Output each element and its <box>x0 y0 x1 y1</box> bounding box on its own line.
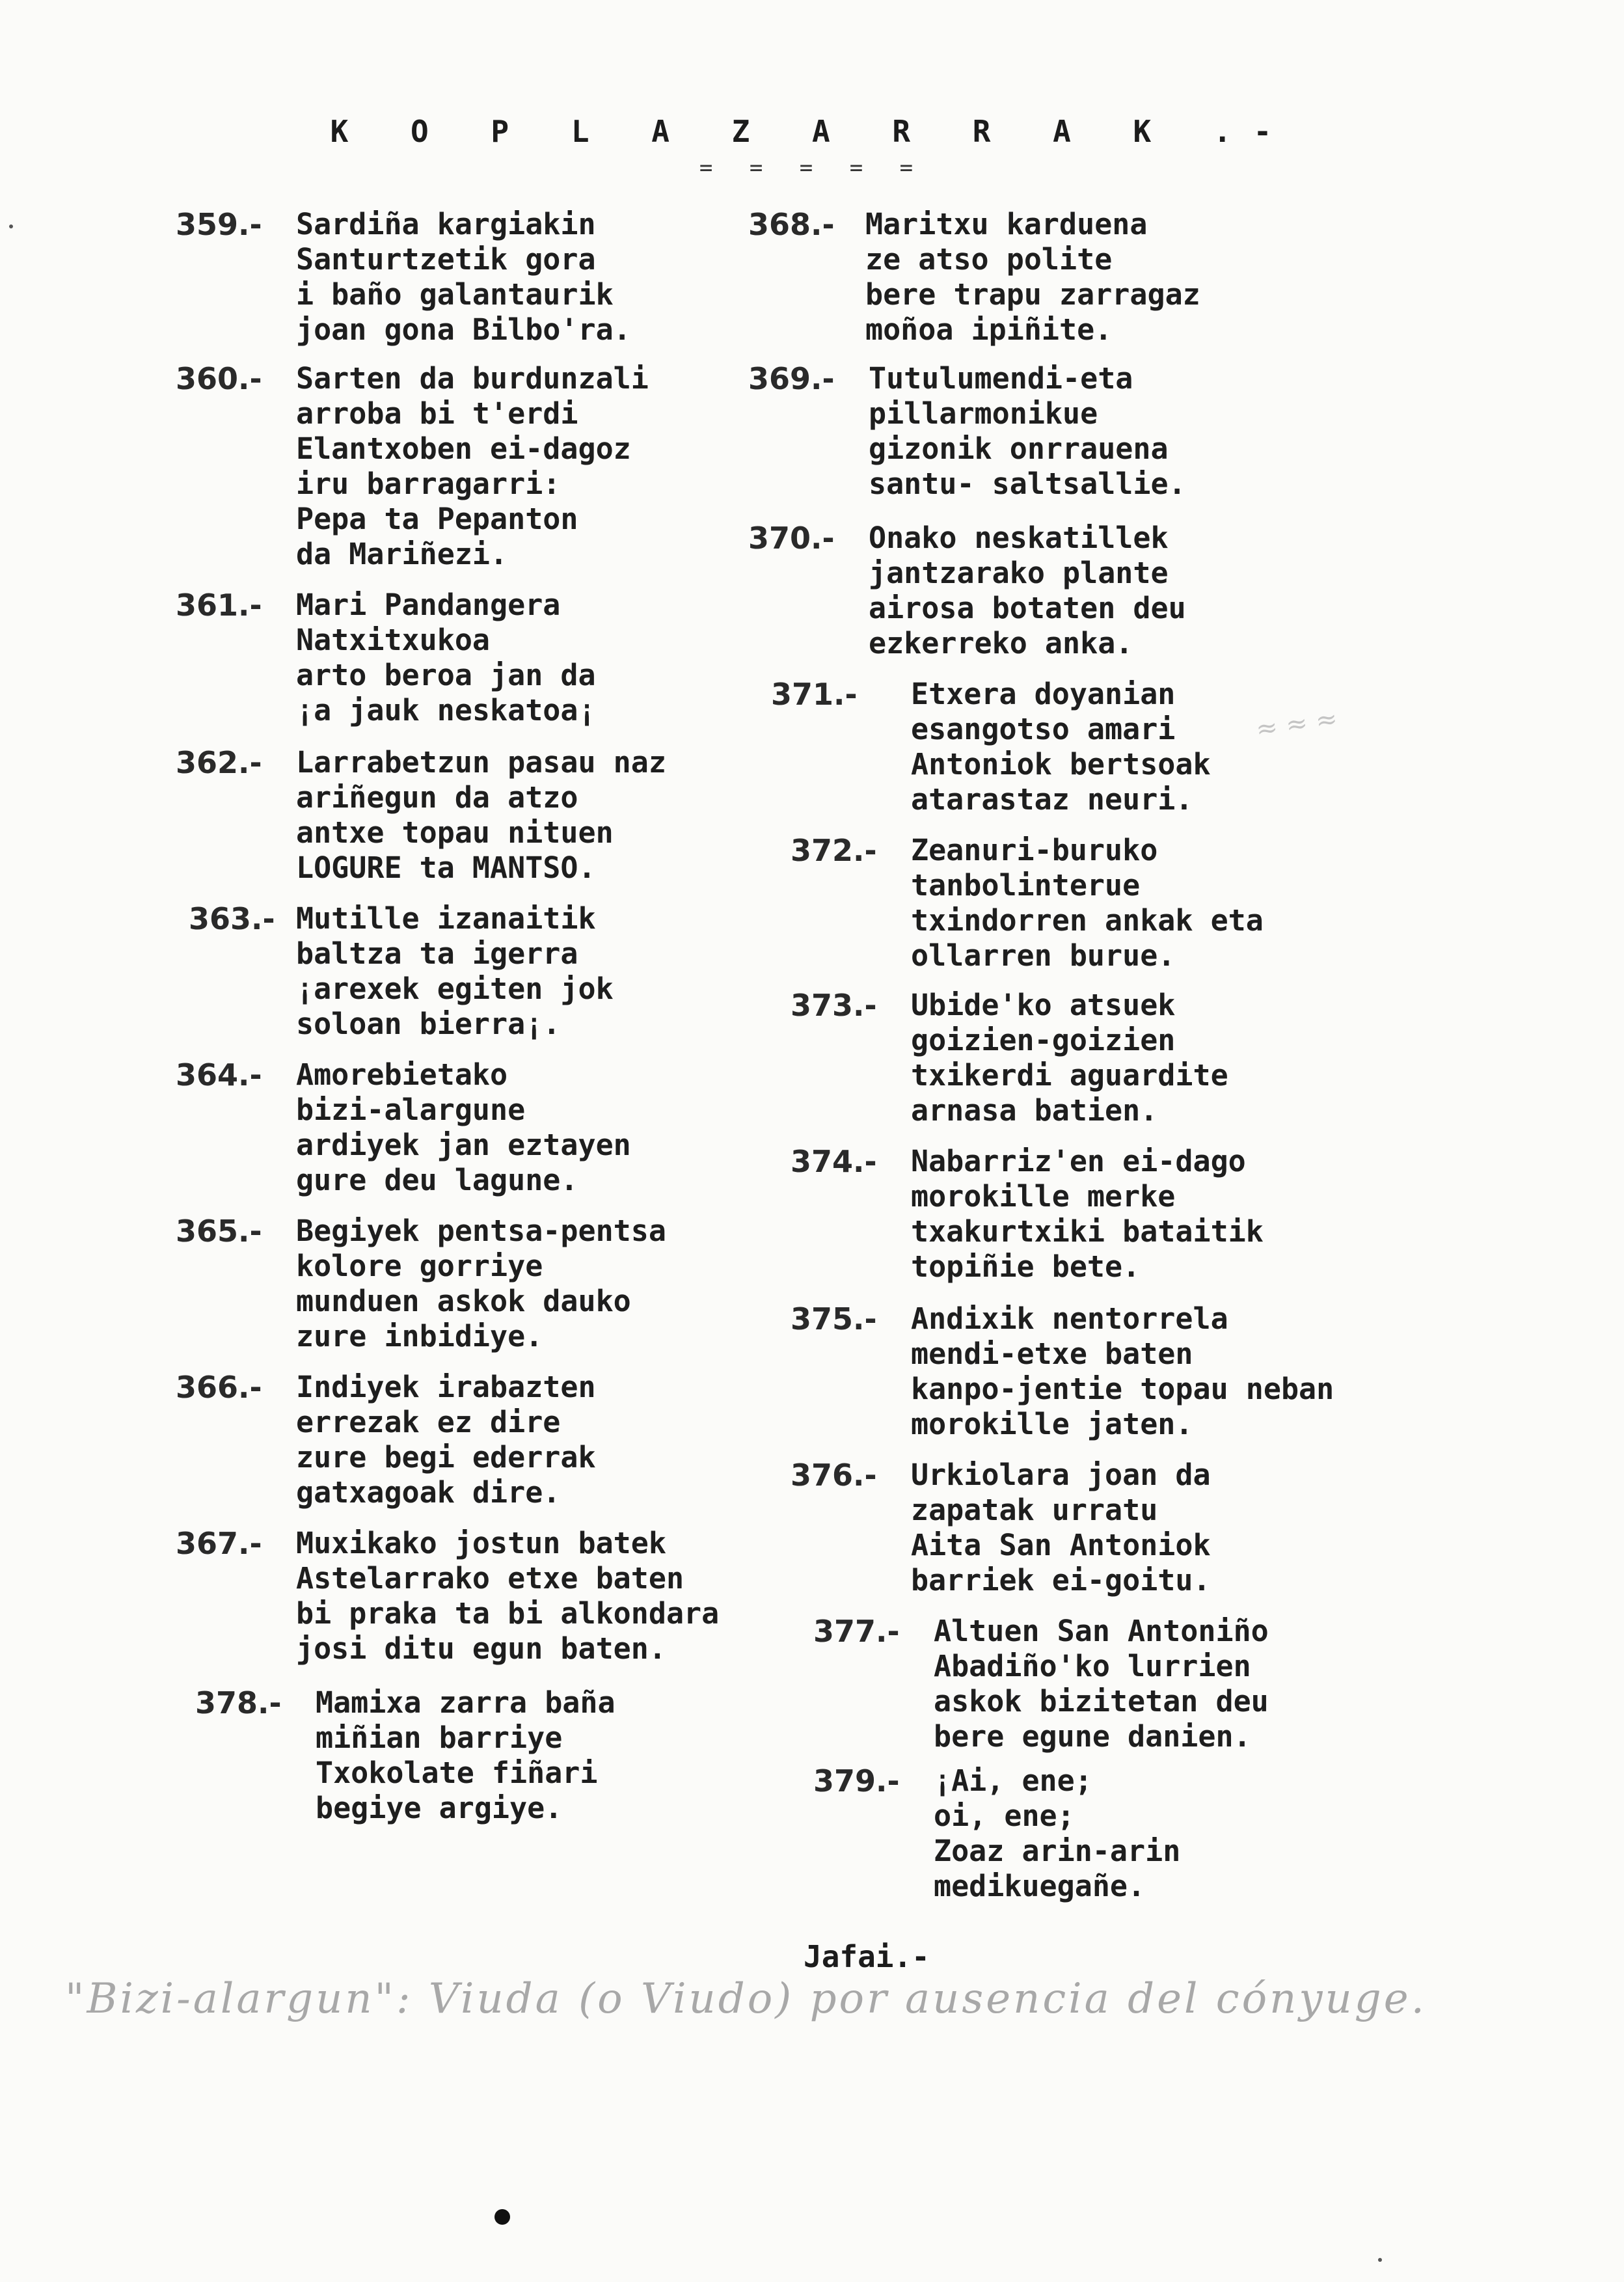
verse-line: moñoa ipiñite. <box>865 312 1113 347</box>
verse-line: bere egune danien. <box>934 1719 1251 1754</box>
verse-line: soloan bierra¡. <box>296 1007 561 1041</box>
stanza-number: 376.- <box>791 1458 877 1493</box>
verse-line: Sardiña kargiakin <box>296 207 596 241</box>
verse-line: Natxitxukoa <box>296 623 491 657</box>
verse-line: i baño galantaurik <box>296 277 614 312</box>
title-underline: = = = = = <box>699 155 925 181</box>
verse-line: medikuegañe. <box>934 1869 1146 1903</box>
stanza-number: 369.- <box>748 361 835 396</box>
verse-line: Larrabetzun pasau naz <box>296 745 666 780</box>
signature: Jafai.- <box>804 1939 930 1974</box>
verse-line: Urkiolara joan da <box>911 1458 1211 1492</box>
ink-speck <box>1378 2258 1382 2262</box>
verse-line: antxe topau nituen <box>296 815 614 850</box>
verse-line: Santurtzetik gora <box>296 242 596 277</box>
verse-line: oi, ene; <box>934 1799 1075 1833</box>
verse-line: zure inbidiye. <box>296 1319 543 1353</box>
verse-line: josi ditu egun baten. <box>296 1631 666 1666</box>
verse-line: Mamixa zarra baña <box>316 1685 616 1720</box>
verse-line: morokille merke <box>911 1179 1176 1214</box>
stanza-lines <box>869 521 1186 661</box>
verse-line: errezak ez dire <box>296 1405 561 1439</box>
verse-line: atarastaz neuri. <box>911 782 1193 817</box>
verse-line: Altuen San Antoniño <box>934 1614 1269 1648</box>
verse-line: Muxikako jostun batek <box>296 1526 666 1560</box>
verse-line: kolore gorriye <box>296 1249 543 1283</box>
verse-line: arto beroa jan da <box>296 658 596 692</box>
verse-line: Zeanuri-buruko <box>911 833 1158 867</box>
stanza-lines <box>934 1763 1180 1904</box>
verse-line: ¡Ai, ene; <box>934 1763 1092 1798</box>
verse-line: barriek ei-goitu. <box>911 1563 1211 1597</box>
verse-line: iru barragarri: <box>296 467 561 501</box>
verse-line: Amorebietako <box>296 1057 508 1092</box>
stanza-number: 373.- <box>791 988 877 1023</box>
stanza-lines <box>911 677 1211 817</box>
verse-line: Aita San Antoniok <box>911 1528 1211 1562</box>
stanza-lines <box>296 1214 666 1354</box>
stanza-number: 365.- <box>176 1214 262 1249</box>
verse-line: Pepa ta Pepanton <box>296 502 578 536</box>
stanza-lines <box>865 207 1200 347</box>
verse-line: Ubide'ko atsuek <box>911 988 1176 1022</box>
stanza-number: 362.- <box>176 745 262 780</box>
verse-line: esangotso amari <box>911 712 1176 746</box>
verse-line: Onako neskatillek <box>869 521 1169 555</box>
verse-line: kanpo-jentie topau neban <box>911 1372 1334 1406</box>
verse-line: askok bizitetan deu <box>934 1684 1269 1718</box>
verse-line: arroba bi t'erdi <box>296 396 578 431</box>
stanza-lines <box>911 1144 1264 1284</box>
verse-line: Mari Pandangera <box>296 588 561 622</box>
verse-line: txindorren ankak eta <box>911 903 1264 938</box>
verse-line: gatxagoak dire. <box>296 1475 561 1510</box>
stanza-lines <box>296 1057 631 1198</box>
verse-line: Andixik nentorrela <box>911 1301 1228 1336</box>
verse-line: tanbolinterue <box>911 868 1141 903</box>
verse-line: morokille jaten. <box>911 1407 1193 1441</box>
verse-line: Abadiño'ko lurrien <box>934 1649 1251 1683</box>
stanza-lines <box>911 1458 1211 1598</box>
verse-line: bizi-alargune <box>296 1093 526 1127</box>
verse-line: Antoniok bertsoak <box>911 747 1211 781</box>
verse-line: Nabarriz'en ei-dago <box>911 1144 1246 1178</box>
verse-line: goizien-goizien <box>911 1023 1176 1057</box>
stanza-number: 371.- <box>771 677 858 712</box>
verse-line: Etxera doyanian <box>911 677 1176 711</box>
stanza-number: 360.- <box>176 361 262 396</box>
stanza-lines <box>869 361 1186 502</box>
verse-line: ¡arexek egiten jok <box>296 971 614 1006</box>
stanza-number: 361.- <box>176 588 262 623</box>
stanza-lines <box>934 1614 1269 1754</box>
verse-line: gizonik onrrauena <box>869 431 1169 466</box>
verse-line: bere trapu zarragaz <box>865 277 1200 312</box>
stanza-lines <box>296 207 631 347</box>
stanza-number: 378.- <box>195 1685 282 1720</box>
verse-line: begiye argiye. <box>316 1791 563 1825</box>
stanza-number: 363.- <box>189 901 275 936</box>
verse-line: ezkerreko anka. <box>869 626 1133 660</box>
stanza-lines <box>296 745 666 886</box>
stanza-lines <box>911 988 1228 1128</box>
stanza-number: 370.- <box>748 521 835 556</box>
stanza-lines <box>911 833 1264 973</box>
verse-line: pillarmonikue <box>869 396 1098 431</box>
verse-line: Tutulumendi-eta <box>869 361 1133 396</box>
stanza-lines <box>296 901 614 1042</box>
stanza-lines <box>296 361 649 572</box>
verse-line: Maritxu karduena <box>865 207 1148 241</box>
verse-line: topiñie bete. <box>911 1249 1141 1284</box>
stanza-number: 374.- <box>791 1144 877 1179</box>
verse-line: mendi-etxe baten <box>911 1337 1193 1371</box>
verse-line: Indiyek irabazten <box>296 1370 596 1404</box>
verse-line: baltza ta igerra <box>296 936 578 971</box>
verse-line: LOGURE ta MANTSO. <box>296 850 596 885</box>
verse-line: Zoaz arin-arin <box>934 1834 1181 1868</box>
verse-line: txikerdi aguardite <box>911 1058 1228 1093</box>
stanza-number: 377.- <box>813 1614 900 1649</box>
verse-line: ardiyek jan eztayen <box>296 1128 631 1162</box>
verse-line: jantzarako plante <box>869 556 1169 590</box>
verse-line: da Mariñezi. <box>296 537 508 571</box>
verse-line: ze atso polite <box>865 242 1113 277</box>
stanza-lines <box>316 1685 616 1826</box>
document-title: K O P L A Z A R R A K .- <box>330 114 1294 149</box>
ink-speck <box>9 224 13 228</box>
verse-line: ariñegun da atzo <box>296 780 578 815</box>
verse-line: Begiyek pentsa-pentsa <box>296 1214 666 1248</box>
stanza-number: 366.- <box>176 1370 262 1405</box>
stanza-number: 368.- <box>748 207 835 242</box>
verse-line: Txokolate fiñari <box>316 1756 598 1790</box>
verse-line: zure begi ederrak <box>296 1440 596 1474</box>
stanza-number: 359.- <box>176 207 262 242</box>
stanza-lines <box>296 588 596 728</box>
verse-line: arnasa batien. <box>911 1093 1158 1128</box>
verse-line: airosa botaten deu <box>869 591 1186 625</box>
verse-line: Astelarrako etxe baten <box>296 1561 684 1596</box>
pencil-footnote: "Bizi-alargun": Viuda (o Viudo) por ausencia del cónyuge. <box>65 1975 1427 2023</box>
stanza-lines <box>296 1526 719 1666</box>
verse-line: zapatak urratu <box>911 1493 1158 1527</box>
verse-line: Sarten da burdunzali <box>296 361 649 396</box>
verse-line: ollarren burue. <box>911 938 1176 973</box>
stanza-number: 375.- <box>791 1301 877 1337</box>
stanza-lines <box>911 1301 1334 1442</box>
stanza-lines <box>296 1370 596 1510</box>
verse-line: joan gona Bilbo'ra. <box>296 312 631 347</box>
verse-line: bi praka ta bi alkondara <box>296 1596 720 1631</box>
margin-pencil-mark: ≈ ≈ ≈ <box>1254 703 1340 745</box>
ink-dot <box>494 2209 510 2225</box>
verse-line: gure deu lagune. <box>296 1163 578 1197</box>
stanza-number: 379.- <box>813 1763 900 1799</box>
verse-line: miñian barriye <box>316 1720 563 1755</box>
verse-line: ¡a jauk neskatoa¡ <box>296 693 596 727</box>
verse-line: Mutille izanaitik <box>296 901 596 936</box>
verse-line: txakurtxiki bataitik <box>911 1214 1264 1249</box>
stanza-number: 367.- <box>176 1526 262 1561</box>
verse-line: santu- saltsallie. <box>869 467 1186 501</box>
stanza-number: 364.- <box>176 1057 262 1093</box>
verse-line: Elantxoben ei-dagoz <box>296 431 631 466</box>
stanza-number: 372.- <box>791 833 877 868</box>
verse-line: munduen askok dauko <box>296 1284 631 1318</box>
